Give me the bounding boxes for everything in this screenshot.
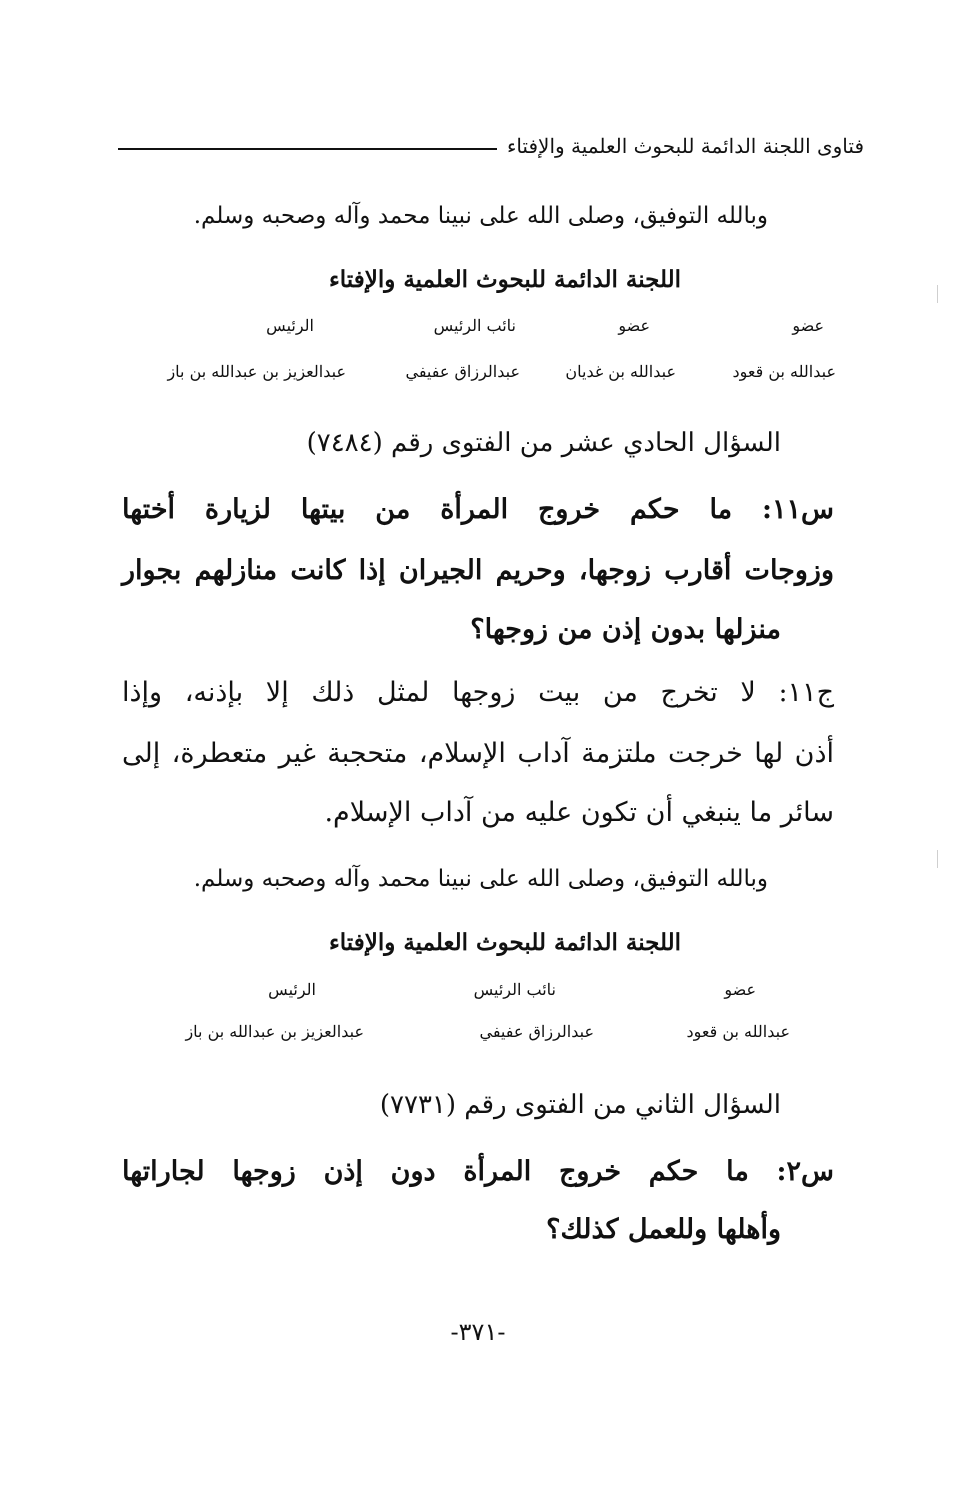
running-header xyxy=(118,128,864,164)
header-title: فتاوى اللجنة الدائمة للبحوث العلمية والإفتاء xyxy=(506,134,864,158)
question-line: منزلها بدون إذن من زوجها؟ xyxy=(470,614,781,645)
role-label: عضو xyxy=(724,980,756,999)
answer-line: ج١١: لا تخرج من بيت زوجها لمثل ذلك إلا بإذنه، وإذا xyxy=(122,677,834,708)
signer-name: عبدالله بن غديان xyxy=(565,362,676,381)
signer-name: عبدالعزيز بن عبدالله بن باز xyxy=(185,1022,364,1041)
role-label: عضو xyxy=(618,316,650,335)
signer-name: عبدالله بن قعود xyxy=(686,1022,790,1041)
scan-margin-mark xyxy=(937,285,938,303)
signature-roles-1 xyxy=(0,316,956,340)
question-intro-11: السؤال الحادي عشر من الفتوى رقم (٧٤٨٤) xyxy=(306,428,781,458)
role-label: الرئيس xyxy=(268,980,316,999)
signer-name: عبدالعزيز بن عبدالله بن باز xyxy=(167,362,346,381)
header-rule xyxy=(118,148,497,150)
signature-names-1 xyxy=(0,362,956,386)
question-intro-2: السؤال الثاني من الفتوى رقم (٧٧٣١) xyxy=(379,1090,781,1120)
role-label: عضو xyxy=(792,316,824,335)
signer-name: عبدالرزاق عفيفي xyxy=(405,362,520,381)
answer-line: سائر ما ينبغي أن تكون عليه من آداب الإسلام. xyxy=(324,797,834,828)
signer-name: عبدالله بن قعود xyxy=(732,362,836,381)
committee-name-1: اللجنة الدائمة للبحوث العلمية والإفتاء xyxy=(328,266,681,293)
role-label: الرئيس xyxy=(266,316,314,335)
scan-margin-mark xyxy=(937,850,938,868)
closing-line-1: وبالله التوفيق، وصلى الله على نبينا محمد وآله وصحبه وسلم. xyxy=(193,203,768,229)
question-line: س٢: ما حكم خروج المرأة دون إذن زوجها لجاراتها xyxy=(122,1156,834,1187)
signer-name: عبدالرزاق عفيفي xyxy=(479,1022,594,1041)
closing-line-2: وبالله التوفيق، وصلى الله على نبينا محمد وآله وصحبه وسلم. xyxy=(193,866,768,892)
role-label: نائب الرئيس xyxy=(433,316,516,335)
committee-name-2: اللجنة الدائمة للبحوث العلمية والإفتاء xyxy=(328,929,681,956)
question-line: س١١: ما حكم خروج المرأة من بيتها لزيارة أختها xyxy=(122,494,834,525)
signature-roles-2 xyxy=(0,980,956,1004)
signature-names-2 xyxy=(0,1022,956,1046)
question-line: وزوجات أقارب زوجها، وحريم الجيران إذا كانت منازلهم بجوار xyxy=(122,555,834,586)
question-line: وأهلها وللعمل كذلك؟ xyxy=(546,1214,781,1245)
page-number: -٣٧١- xyxy=(450,1318,506,1346)
answer-line: أذن لها خرجت ملتزمة آداب الإسلام، متحجبة غير متعطرة، إلى xyxy=(122,738,834,769)
role-label: نائب الرئيس xyxy=(473,980,556,999)
